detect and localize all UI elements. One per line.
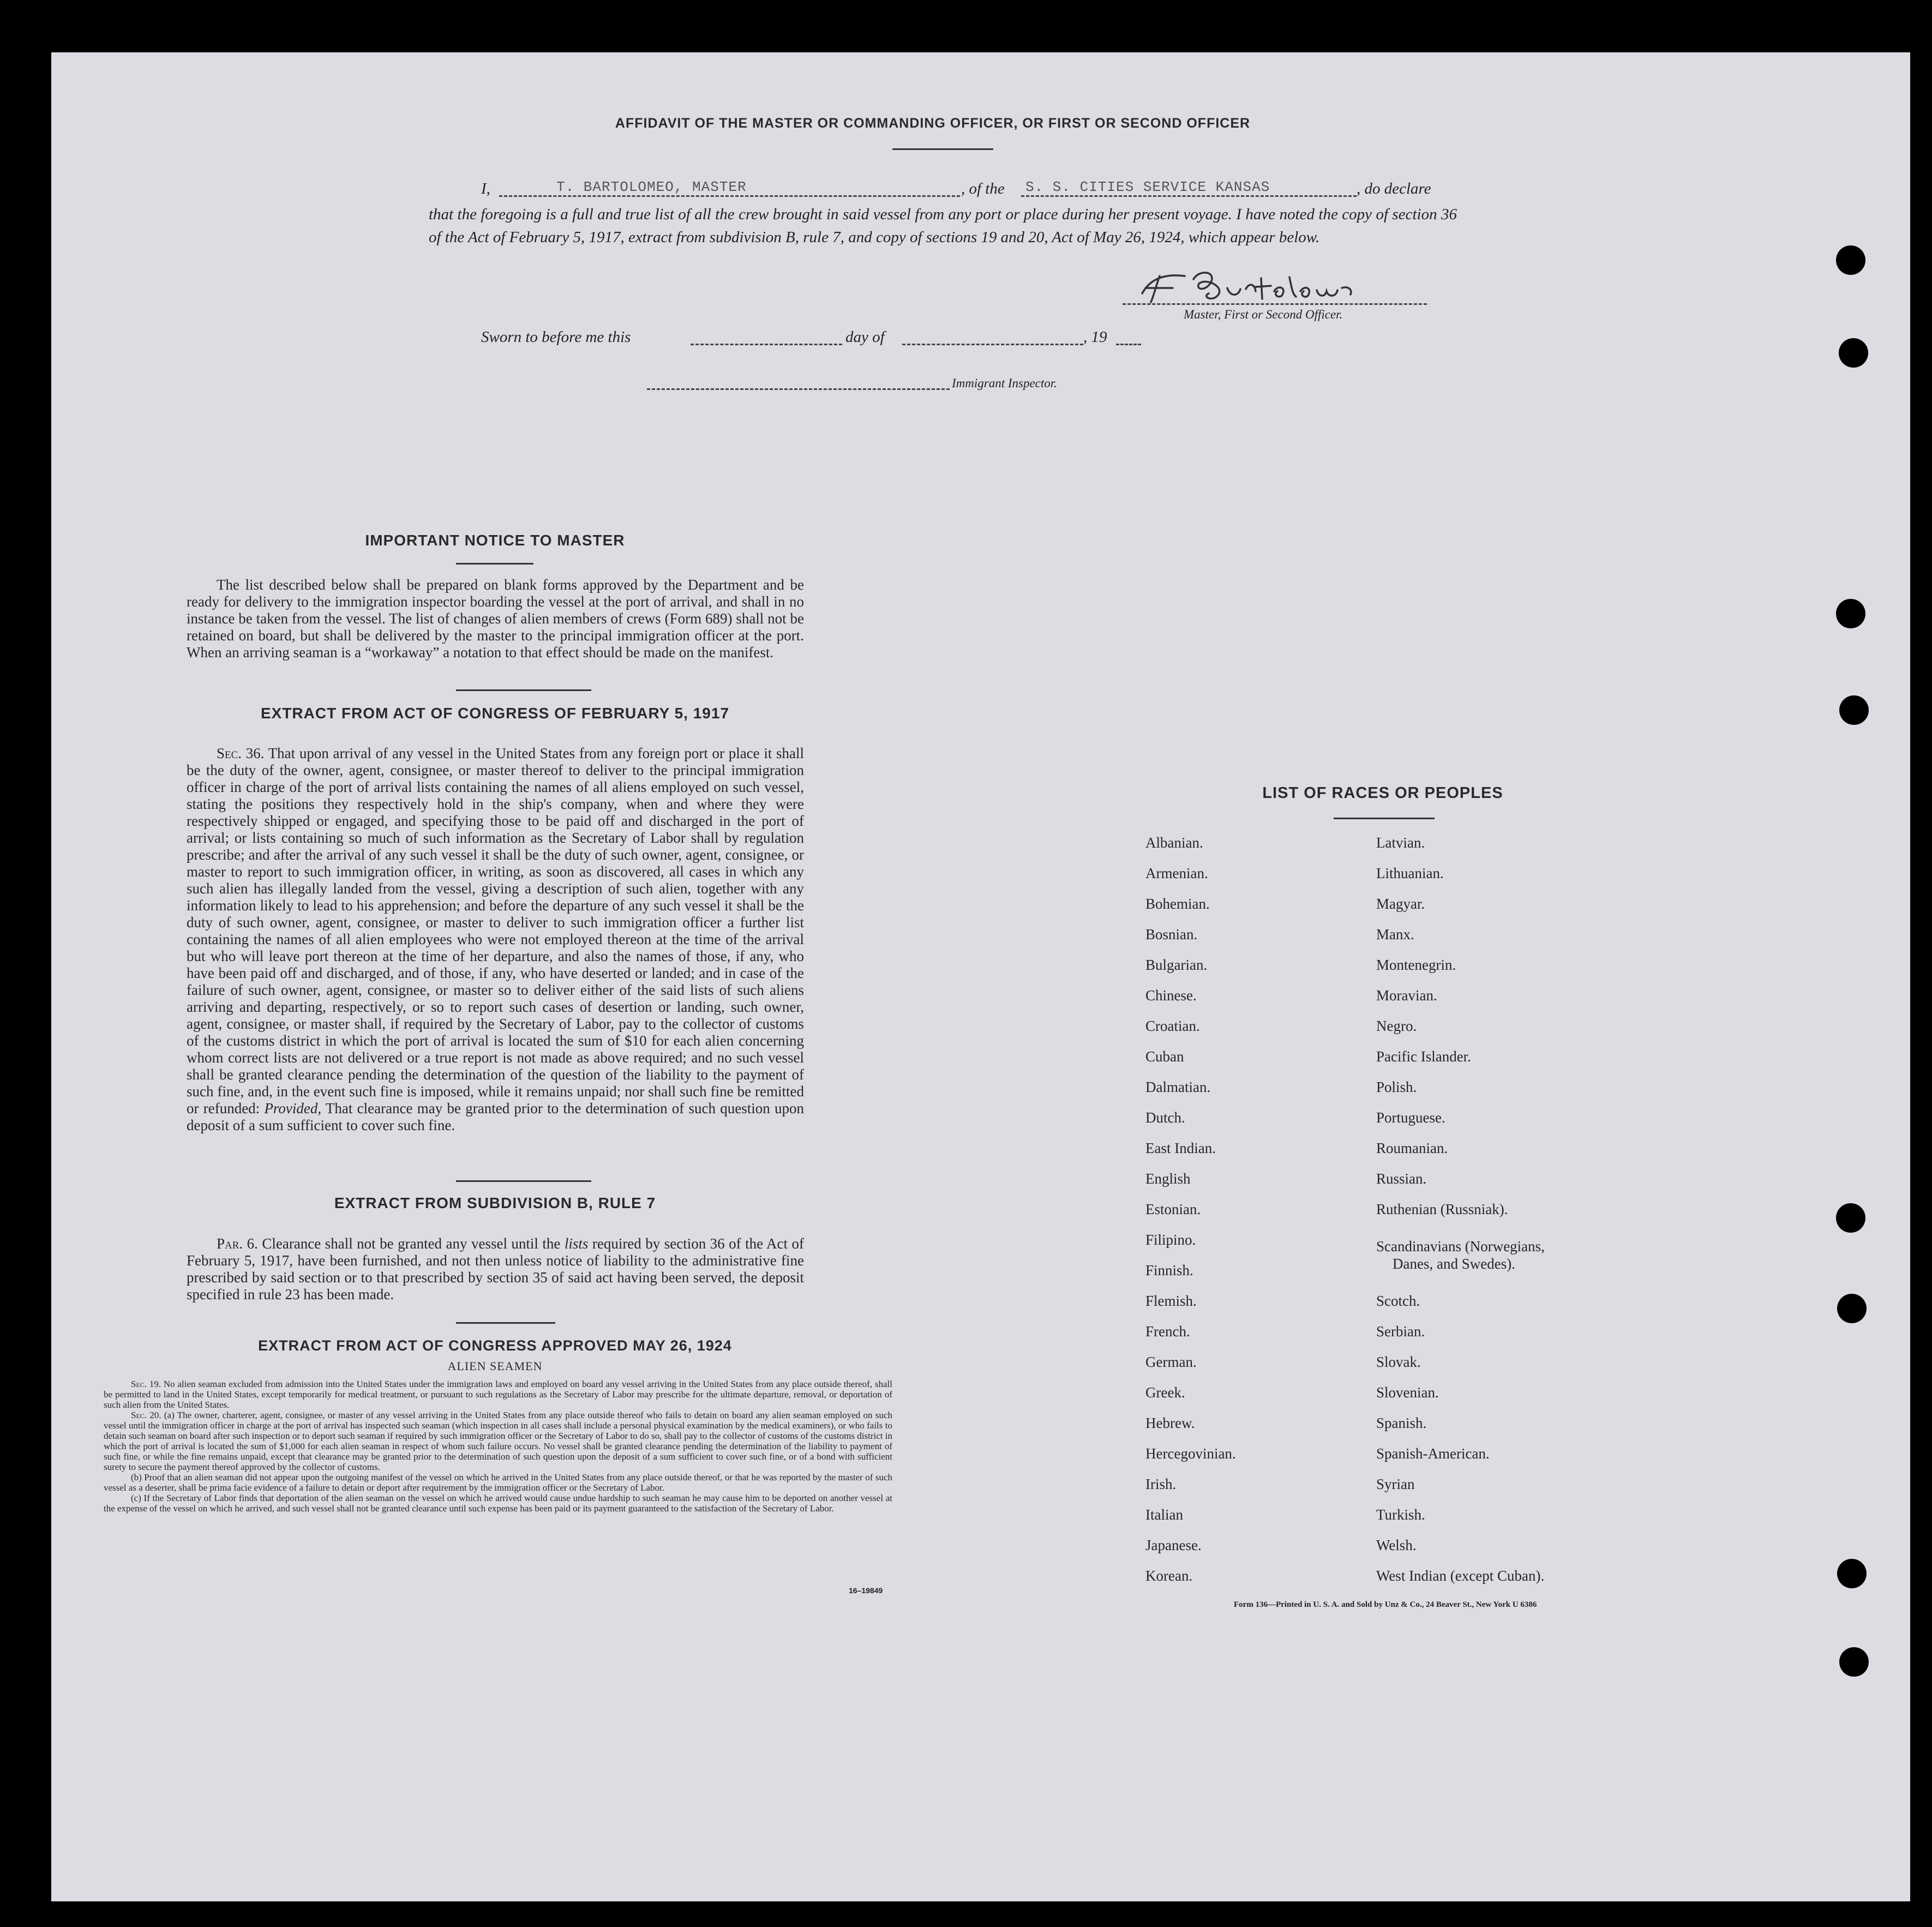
race-right: Serbian. (1376, 1323, 1425, 1340)
section-20b-paragraph: (b) Proof that an alien seaman did not appear upon the outgoing manifest of the vessel on which he arrived in the United States from any place outside thereof, or that he was reported by the master of such vessel as a deserter, shall be prima facie evidence of a failure to detain or deport after requirement by the immigration officer or the Secretary of Labor. (104, 1472, 892, 1493)
rule-7-text-b: required by section 36 of the Act of February 5, 1917, have been furnished, and not then unless notice of liability to the administrative fine prescribed by said section or to that prescribed by section 35 of said act having been served, the deposit specified in rule 23 has been made. (187, 1235, 804, 1302)
section-19-text: No alien seaman excluded from admission into the United States under the immigration laws and employed on board any vessel arriving in the United States from any place outside thereof, shall be permitted to land in the United States, except temporarily for medical treatment, or pursuant to such regulations as the Secretary of Labor may prescribe for the ultimate departure, removal, or deportation of such alien from the United States. (104, 1379, 892, 1410)
rule-7-title: EXTRACT FROM SUBDIVISION B, RULE 7 (334, 1194, 656, 1211)
section-20c-paragraph: (c) If the Secretary of Labor finds that deportation of the alien seaman on the vessel on which he arrived would cause undue hardship to such seaman he may cause him to be deported on another vessel at the expense of the vessel on which he arrived, and such vessel shall not be granted clearance until such expense has been paid or its payment guaranteed to the satisfaction of the Secretary of Labor. (104, 1493, 892, 1514)
race-right: Danes, and Swedes). (1393, 1256, 1515, 1272)
race-right: Manx. (1376, 926, 1414, 943)
race-right: Syrian (1376, 1476, 1415, 1492)
notice-text (187, 577, 804, 661)
section-36-label: Sec. 36. (217, 745, 265, 761)
inspector-caption: Immigrant Inspector. (952, 376, 1057, 390)
of-the-label: , of the (961, 180, 1005, 197)
race-left: Hercegovinian. (1145, 1445, 1236, 1462)
affidavit-i-label: I, (481, 180, 490, 197)
sworn-month-line (902, 344, 1083, 345)
race-left: Cuban (1145, 1048, 1184, 1065)
sworn-label: Sworn to before me this (481, 328, 631, 346)
race-left: Japanese. (1145, 1537, 1202, 1553)
sworn-day-line (691, 344, 842, 345)
do-declare-label: , do declare (1357, 180, 1431, 197)
race-right: Magyar. (1376, 896, 1425, 912)
vessel-name-field: S. S. CITIES SERVICE KANSAS (1025, 179, 1270, 195)
binder-hole (1837, 1294, 1867, 1323)
race-right: Polish. (1376, 1079, 1417, 1095)
race-left: Albanian. (1145, 835, 1203, 851)
binder-hole (1837, 1559, 1867, 1588)
race-right: Negro. (1376, 1018, 1417, 1034)
section-19-paragraph (104, 1379, 892, 1410)
affidavit-title: AFFIDAVIT OF THE MASTER OR COMMANDING OFFICER, OR FIRST OR SECOND OFFICER (615, 116, 1251, 131)
extract-1924-title: EXTRACT FROM ACT OF CONGRESS APPROVED MAY 26, 1924 (258, 1337, 732, 1354)
race-right: Lithuanian. (1376, 865, 1444, 881)
section-20-label: Sec. 20. (131, 1410, 161, 1420)
race-left: East Indian. (1145, 1140, 1216, 1156)
year-label: , 19 (1083, 328, 1107, 346)
race-right: Pacific Islander. (1376, 1048, 1471, 1065)
race-right: Spanish-American. (1376, 1445, 1490, 1462)
race-right: Slovak. (1376, 1354, 1421, 1370)
race-left: Korean. (1145, 1568, 1193, 1584)
race-left: Flemish. (1145, 1293, 1197, 1309)
extract-1924-text (104, 1379, 892, 1514)
race-left: French. (1145, 1323, 1190, 1340)
race-right: Moravian. (1376, 987, 1437, 1004)
race-left: German. (1145, 1354, 1197, 1370)
vessel-name-line (1021, 195, 1357, 197)
extract-1917-title: EXTRACT FROM ACT OF CONGRESS OF FEBRUARY 5, 1917 (260, 705, 730, 722)
race-right: Scotch. (1376, 1293, 1420, 1309)
notice-paragraph: The list described below shall be prepared on blank forms approved by the Department and be ready for delivery to the immigration inspector boarding the vessel at the port of arrival, and shall in no instance be taken from the vessel. The list of changes of alien members of crews (Form 689) shall not be retained on board, but shall be delivered by the master to the principal immigration officer at the port. When an arriving seaman is a “workaway” a notation to that effect should be made on the manifest. (187, 577, 804, 661)
race-left: Chinese. (1145, 987, 1197, 1004)
master-name-field: T. BARTOLOMEO, MASTER (556, 179, 747, 195)
race-left: Bosnian. (1145, 926, 1198, 943)
day-of-label: day of (845, 328, 885, 346)
race-left: Dalmatian. (1145, 1079, 1211, 1095)
race-right: Portuguese. (1376, 1109, 1445, 1126)
signature-caption: Master, First or Second Officer. (1184, 308, 1343, 321)
race-left: Filipino. (1145, 1232, 1196, 1248)
extract-1917-text (187, 745, 804, 1134)
binder-hole (1839, 1647, 1869, 1677)
rule-7-paragraph (187, 1235, 804, 1303)
race-right: Ruthenian (Russniak). (1376, 1201, 1508, 1217)
extract-1917-paragraph (187, 745, 804, 1134)
race-left: Dutch. (1145, 1109, 1185, 1126)
affidavit-declaration: that the foregoing is a full and true list of all the crew brought in said vessel from any port or place during her present voyage. I have noted the copy of section 36 of the Act of February 5, 1917, extract from subdivision B, rule 7, and copy of sections 19 and 20, Act of May 26, 1924, which appear below. (429, 206, 1457, 246)
race-left: Greek. (1145, 1384, 1185, 1401)
race-right: Latvian. (1376, 835, 1425, 851)
race-right: Welsh. (1376, 1537, 1417, 1553)
notice-title: IMPORTANT NOTICE TO MASTER (365, 532, 625, 549)
race-left: English (1145, 1170, 1191, 1187)
alien-seamen-subtitle: ALIEN SEAMEN (447, 1359, 543, 1373)
race-left: Finnish. (1145, 1262, 1193, 1278)
race-left: Bulgarian. (1145, 957, 1208, 973)
race-right: Turkish. (1376, 1506, 1425, 1523)
race-right: Slovenian. (1376, 1384, 1439, 1401)
notice-title-rule (456, 563, 533, 565)
affidavit-title-rule (892, 148, 993, 150)
section-20a-paragraph (104, 1410, 892, 1472)
binder-hole (1839, 695, 1869, 725)
race-left: Bohemian. (1145, 896, 1210, 912)
binder-hole (1836, 1203, 1865, 1233)
extract-1917-separator (456, 1180, 591, 1182)
race-left: Irish. (1145, 1476, 1177, 1492)
inspector-line (647, 388, 950, 390)
races-title-rule (1334, 818, 1435, 819)
race-left: Estonian. (1145, 1201, 1201, 1217)
binder-hole (1836, 599, 1865, 628)
section-19-label: Sec. 19. (131, 1379, 161, 1389)
form-footer: Form 136—Printed in U. S. A. and Sold by Unz & Co., 24 Beaver St., New York U 6386 (1234, 1600, 1537, 1609)
sworn-year-line (1116, 344, 1141, 345)
race-left: Croatian. (1145, 1018, 1200, 1034)
race-right: Scandinavians (Norwegians, (1376, 1238, 1545, 1254)
race-left: Italian (1145, 1506, 1183, 1523)
par-6-label: Par. 6. (217, 1235, 258, 1252)
notice-separator (456, 689, 591, 691)
print-code: 16–19849 (849, 1586, 883, 1595)
rule-7-text-a: Clearance shall not be granted any vessel until the (262, 1235, 561, 1252)
binder-hole (1839, 338, 1868, 368)
lists-word: lists (564, 1235, 589, 1252)
rule-7-separator (456, 1322, 555, 1324)
signature-line (1123, 303, 1427, 305)
race-right: Spanish. (1376, 1415, 1427, 1431)
proviso-text: That clearance may be granted prior to the determination of such question upon deposit of a sum sufficient to cover such fine. (187, 1100, 805, 1133)
race-left: Hebrew. (1145, 1415, 1195, 1431)
master-name-line (499, 195, 960, 197)
binder-hole (1836, 245, 1865, 275)
race-right: West Indian (except Cuban). (1376, 1568, 1545, 1584)
section-36-text: That upon arrival of any vessel in the United States from any foreign port or place it shall be the duty of the owner, agent, consignee, or master thereof to deliver to the principal immigration officer in charge of the port of arrival lists containing the names of all aliens employed on such vessel, stating the positions they respectively hold in the ship's company, when and where they were respectively shipped or engaged, and specifying those to be paid off and discharged in the port of arrival; or lists containing so much of such information as the Secretary of Labor shall by regulation prescribe; and after the arrival of any such vessel it shall be the duty of such owner, agent, consignee, or master to report to such immigration officer, in writing, as soon as discovered, all cases in which any such alien has illegally landed from the vessel, giving a description of such alien, together with any information likely to lead to his apprehension; and before the departure of any such vessel it shall be the duty of such owner, agent, consignee, or master to deliver to such immigration officer a further list containing the names of all alien employees who were not employed thereon at the time of the arrival but who will leave port thereon at the time of her departure, and also the names of those, if any, who have been paid off and discharged, and of those, if any, who have deserted or landed; and in case of the failure of such owner, agent, consignee, or master so to deliver either of the said lists of such aliens arriving and departing, respectively, or so to report such cases of desertion or landing, such owner, agent, consignee, or master shall, if required by the Secretary of Labor, pay to the collector of customs of the customs district in which the port of arrival is located the sum of $10 for each alien concerning whom correct lists are not delivered or a true report is not made as above required; and no such vessel shall be granted clearance pending the determination of the question of the liability to the payment of such fine, and, in the event such fine is imposed, while it remains unpaid; nor shall such fine be remitted or refunded: (187, 745, 805, 1116)
race-right: Montenegrin. (1376, 957, 1456, 973)
race-left: Armenian. (1145, 865, 1208, 881)
rule-7-text (187, 1235, 804, 1303)
proviso-label: Provided, (264, 1100, 322, 1116)
race-right: Roumanian. (1376, 1140, 1448, 1156)
races-title: LIST OF RACES OR PEOPLES (1262, 784, 1503, 802)
race-right: Russian. (1376, 1170, 1427, 1187)
section-20a-text: (a) The owner, charterer, agent, consignee, or master of any vessel arriving in the United States from any place outside thereof who fails to detain on board any alien seaman employed on such vessel until the immigration officer in charge at the port of arrival has inspected such seaman (which inspection in all cases shall include a personal physical examination by the medical examiners), or who fails to detain such seaman on board after such inspection or to deport such seaman if required by such immigration officer or the Secretary of Labor to do so, shall pay to the collector of customs of the customs district in which the port of arrival is located the sum of $1,000 for each alien seaman in respect of whom such failure occurs. No vessel shall be granted clearance pending the determination of the liability to payment of such fine, or while the fine remains unpaid, except that clearance may be granted prior to the determination of such question upon the deposit of a sum sufficient to cover such fine, or of a bond with sufficient surety to secure the payment thereof approved by the collector of customs. (104, 1410, 892, 1472)
